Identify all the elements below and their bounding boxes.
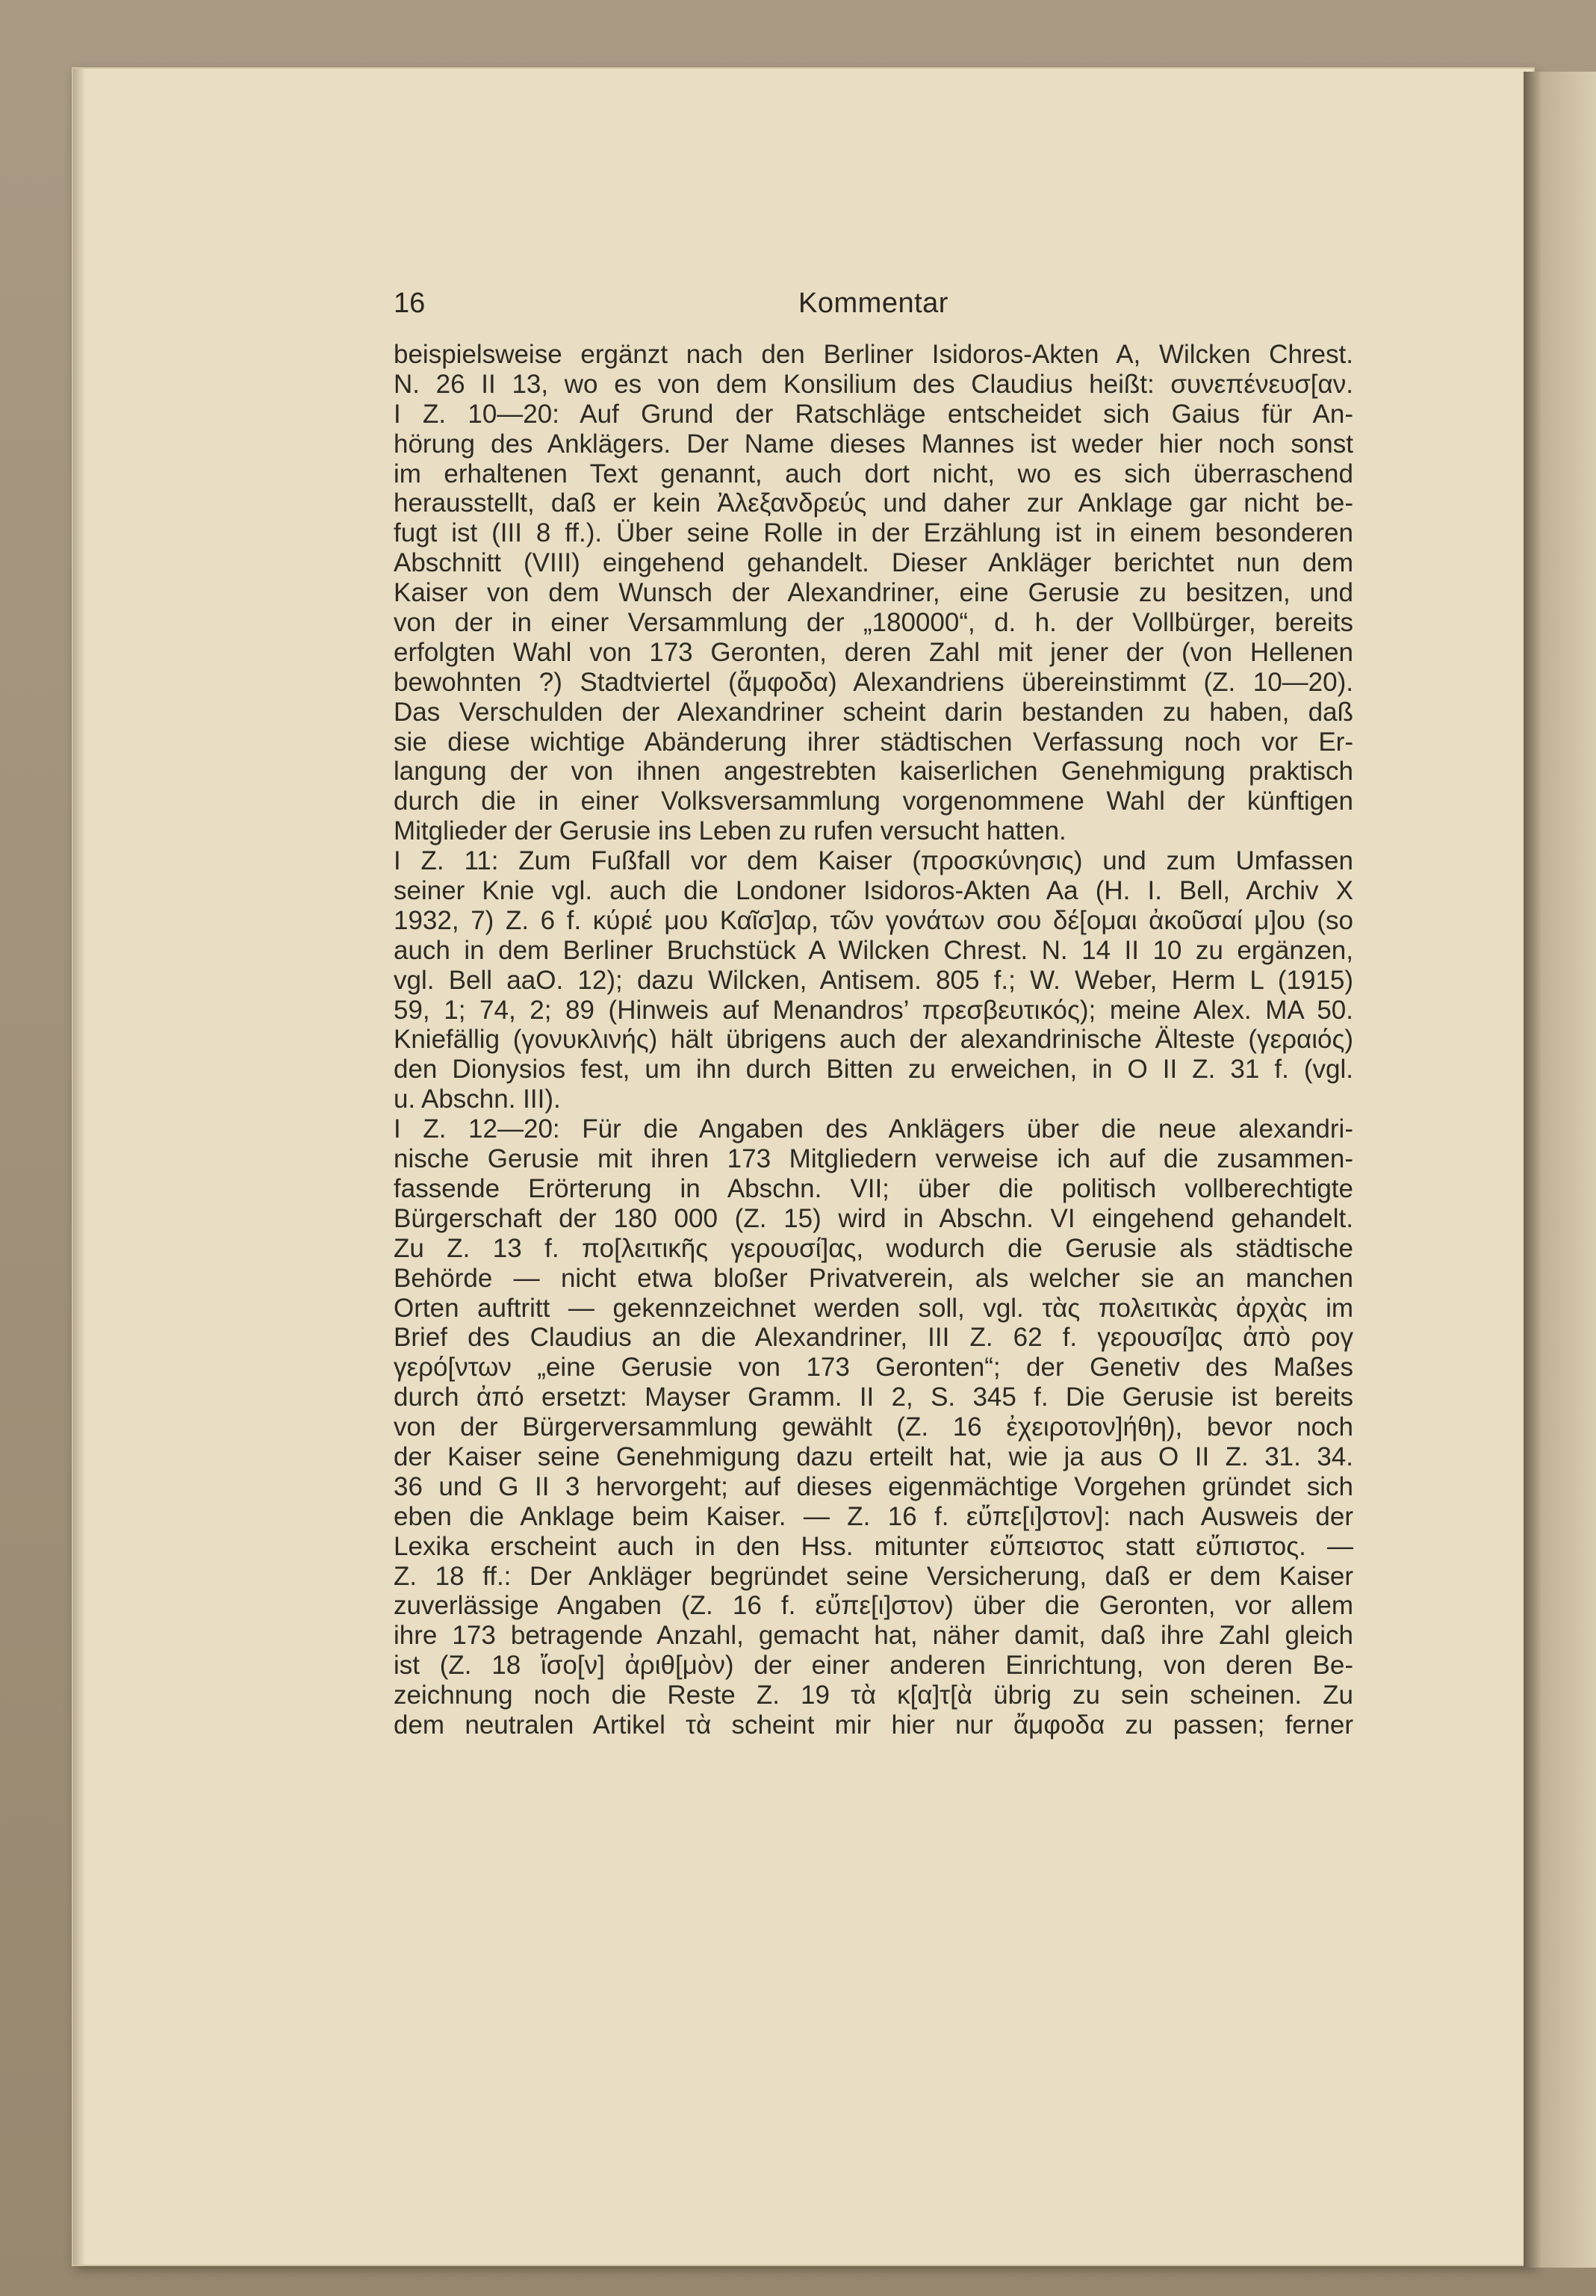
text-line: Z. 18 ff.: Der Ankläger begründet seine Versicherung, daß er dem Kaiser	[394, 1561, 1353, 1591]
text-line: durch die in einer Volksversammlung vorgenommene Wahl der künftigen	[394, 786, 1353, 816]
text-line: fassende Erörterung in Abschn. VII; über die politisch vollberechtigte	[394, 1173, 1353, 1203]
text-line: seiner Knie vgl. auch die Londoner Isidoros-Akten Aa (H. I. Bell, Archiv X	[394, 876, 1353, 906]
text-line: Orten auftritt — gekennzeichnet werden soll, vgl. τὰς πολειτικὰς ἀρχὰς im	[394, 1293, 1353, 1323]
text-line: fugt ist (III 8 ff.). Über seine Rolle in der Erzählung ist in einem besonderen	[394, 518, 1353, 548]
text-line: Kaiser von dem Wunsch der Alexandriner, eine Gerusie zu besitzen, und	[394, 578, 1353, 608]
text-line: der Kaiser seine Genehmigung dazu erteilt hat, wie ja aus O II Z. 31. 34.	[394, 1442, 1353, 1471]
running-title: Kommentar	[798, 288, 948, 319]
text-line: Bürgerschaft der 180 000 (Z. 15) wird in Abschn. VI eingehend gehandelt.	[394, 1203, 1353, 1233]
text-line: von der in einer Versammlung der „180000“, d. h. der Vollbürger, bereits	[394, 608, 1353, 638]
text-line: Das Verschulden der Alexandriner scheint darin bestanden zu haben, daß	[394, 697, 1353, 727]
text-line: herausstellt, daß er kein Ἀλεξανδρεύς und daher zur Anklage gar nicht be-	[394, 488, 1353, 518]
page-number: 16	[394, 288, 426, 319]
text-line: von der Bürgerversammlung gewählt (Z. 16 ἐχειροτον]ήθη), bevor noch	[394, 1412, 1353, 1442]
text-line: sie diese wichtige Abänderung ihrer städtischen Verfassung noch vor Er-	[394, 727, 1353, 757]
text-line: eben die Anklage beim Kaiser. — Z. 16 f. εὔπε[ι]στον]: nach Ausweis der	[394, 1501, 1353, 1531]
text-line: I Z. 11: Zum Fußfall vor dem Kaiser (προσκύνησις) und zum Umfassen	[394, 846, 1353, 876]
text-line: N. 26 II 13, wo es von dem Konsilium des Claudius heißt: συνεπένευσ[αν.	[394, 369, 1353, 399]
text-line: bewohnten ?) Stadtviertel (ἄμφοδα) Alexandriens übereinstimmt (Z. 10—20).	[394, 667, 1353, 697]
text-line: ist (Z. 18 ἴσο[ν] ἀριθ[μὸν) der einer anderen Einrichtung, von deren Be-	[394, 1651, 1353, 1681]
text-line: durch ἀπό ersetzt: Mayser Gramm. II 2, S. 345 f. Die Gerusie ist bereits	[394, 1383, 1353, 1412]
facing-page-edge	[1524, 72, 1596, 2268]
text-line: Lexika erscheint auch in den Hss. mitunter εὔπειστος statt εὔπιστος. —	[394, 1531, 1353, 1561]
text-line: Abschnitt (VIII) eingehend gehandelt. Dieser Ankläger berichtet nun dem	[394, 548, 1353, 578]
text-line: Brief des Claudius an die Alexandriner, III Z. 62 f. γερουσί]ας ἀπὸ ρογ	[394, 1323, 1353, 1353]
text-line: erfolgten Wahl von 173 Geronten, deren Zahl mit jener der (von Hellenen	[394, 637, 1353, 667]
text-line: 36 und G II 3 hervorgeht; auf dieses eigenmächtige Vorgehen gründet sich	[394, 1471, 1353, 1501]
text-line: γερό[ντων „eine Gerusie von 173 Geronten“; der Genetiv des Maßes	[394, 1353, 1353, 1383]
text-line: dem neutralen Artikel τὰ scheint mir hier nur ἄμφοδα zu passen; ferner	[394, 1710, 1353, 1740]
text-line: 1932, 7) Z. 6 f. κύριέ μου Καῖσ]αρ, τῶν γονάτων σου δέ[ομαι ἀκοῦσαί μ]ου (so	[394, 905, 1353, 935]
text-line: nische Gerusie mit ihren 173 Mitgliedern verweise ich auf die zusammen-	[394, 1144, 1353, 1174]
text-line: hörung des Anklägers. Der Name dieses Mannes ist weder hier noch sonst	[394, 429, 1353, 459]
text-line: Mitglieder der Gerusie ins Leben zu rufen versucht hatten.	[394, 816, 1066, 846]
text-line: Behörde — nicht etwa bloßer Privatverein, als welcher sie an manchen	[394, 1263, 1353, 1293]
text-line: 59, 1; 74, 2; 89 (Hinweis auf Menandros’ πρεσβευτικός); meine Alex. MA 50.	[394, 995, 1353, 1025]
text-line: zuverlässige Angaben (Z. 16 f. εὔπε[ι]στον) über die Geronten, vor allem	[394, 1591, 1353, 1621]
text-line: Zu Z. 13 f. πο[λειτικῆς γερουσί]ας, wodurch die Gerusie als städtische	[394, 1233, 1353, 1263]
page-gutter-shadow	[73, 69, 85, 2265]
text-line: den Dionysios fest, um ihn durch Bitten zu erweichen, in O II Z. 31 f. (vgl.	[394, 1055, 1353, 1085]
text-line: beispielsweise ergänzt nach den Berliner Isidoros-Akten A, Wilcken Chrest.	[394, 340, 1353, 369]
text-line: I Z. 12—20: Für die Angaben des Anklägers über die neue alexandri-	[394, 1114, 1353, 1144]
running-head	[394, 288, 1353, 325]
text-line: u. Abschn. III).	[394, 1085, 561, 1114]
text-line: I Z. 10—20: Auf Grund der Ratschläge entscheidet sich Gaius für An-	[394, 399, 1353, 429]
commentary-text	[394, 340, 1353, 1740]
text-line: Kniefällig (γονυκλινής) hält übrigens auch der alexandrinische Älteste (γεραιός)	[394, 1025, 1353, 1055]
text-line: vgl. Bell aaO. 12); dazu Wilcken, Antisem. 805 f.; W. Weber, Herm L (1915)	[394, 965, 1353, 995]
text-line: auch in dem Berliner Bruchstück A Wilcken Chrest. N. 14 II 10 zu ergänzen,	[394, 935, 1353, 965]
text-line: zeichnung noch die Reste Z. 19 τὰ κ[α]τ[ὰ übrig zu sein scheinen. Zu	[394, 1681, 1353, 1710]
text-line: ihre 173 betragende Anzahl, gemacht hat, näher damit, daß ihre Zahl gleich	[394, 1621, 1353, 1651]
text-line: langung der von ihnen angestrebten kaiserlichen Genehmigung praktisch	[394, 757, 1353, 786]
text-line: im erhaltenen Text genannt, auch dort nicht, wo es sich überraschend	[394, 459, 1353, 488]
